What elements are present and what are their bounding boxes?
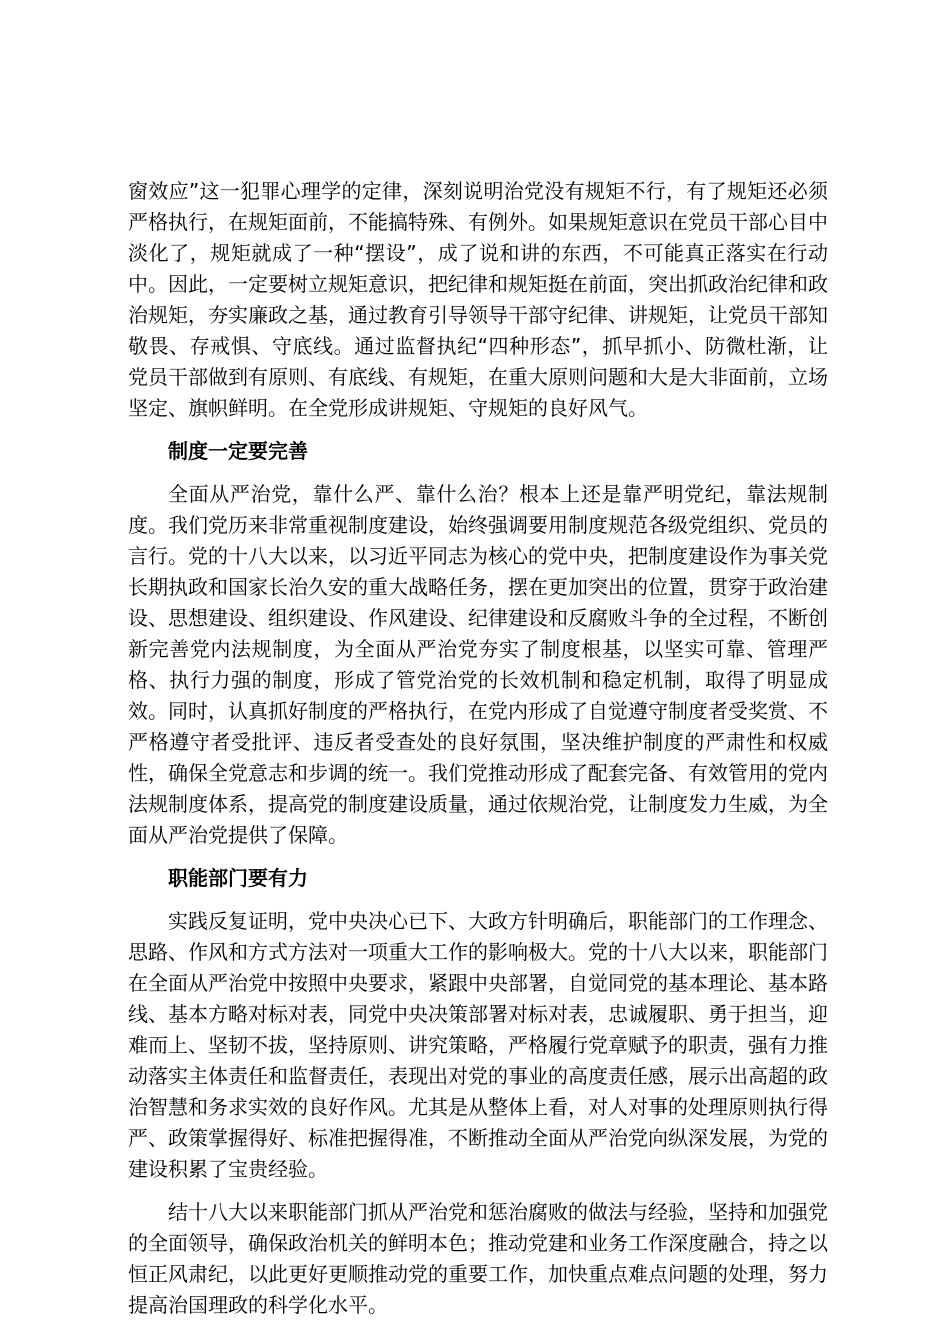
section-heading-departments: 职能部门要有力 [168,866,308,890]
paragraph-summary: 结十八大以来职能部门抓从严治党和惩治腐败的做法与经验，坚持和加强党的全面领导，确保政治机关的鲜明本色；推动党建和业务工作深度融合，持之以恒正风肃纪，以此更好更顺推动党的重要工作，加快重点难点问题的处理，努力提高治国理政的科学化水平。 [128,1200,828,1317]
paragraph-departments: 实践反复证明，党中央决心已下、大政方针明确后，职能部门的工作理念、思路、作风和方式方法对一项重大工作的影响极大。党的十八大以来，职能部门在全面从严治党中按照中央要求，紧跟中央部署，自觉同党的基本理论、基本路线、基本方略对标对表，同党中央决策部署对标对表，忠诚履职、勇于担当，迎难而上、坚韧不拔，坚持原则、讲究策略，严格履行党章赋予的职责，强有力推动落实主体责任和监督责任，表现出对党的事业的高度责任感，展示出高超的政治智慧和务求实效的良好作风。尤其是从整体上看，对人对事的处理原则执行得严、政策掌握得好、标准把握得准，不断推动全面从严治党向纵深发展，为党的建设积累了宝贵经验。 [128,909,828,1181]
paragraph-continuation: 窗效应”这一犯罪心理学的定律，深刻说明治党没有规矩不行，有了规矩还必须严格执行，在规矩面前，不能搞特殊、有例外。如果规矩意识在党员干部心目中淡化了，规矩就成了一种“摆设”，成了说和讲的东西，不可能真正落实在行动中。因此，一定要树立规矩意识，把纪律和规矩挺在前面，突出抓政治纪律和政治规矩，夯实廉政之基，通过教育引导领导干部守纪律、讲规矩，让党员干部知敬畏、存戒惧、守底线。通过监督执纪“四种形态”，抓早抓小、防微杜渐，让党员干部做到有原则、有底线、有规矩，在重大原则问题和大是大非面前，立场坚定、旗帜鲜明。在全党形成讲规矩、守规矩的良好风气。 [128,179,828,420]
document-body [128,176,828,1321]
paragraph-institution: 全面从严治党，靠什么严、靠什么治？根本上还是靠严明党纪，靠法规制度。我们党历来非常重视制度建设，始终强调要用制度规范各级党组织、党员的言行。党的十八大以来，以习近平同志为核心的党中央，把制度建设作为事关党长期执政和国家长治久安的重大战略任务，摆在更加突出的位置，贯穿于政治建设、思想建设、组织建设、作风建设、纪律建设和反腐败斗争的全过程，不断创新完善党内法规制度，为全面从严治党夯实了制度根基，以坚实可靠、管理严格、执行力强的制度，形成了管党治党的长效机制和稳定机制，取得了明显成效。同时，认真抓好制度的严格执行，在党内形成了自觉遵守制度者受奖赏、不严格遵守者受批评、违反者受查处的良好氛围，坚决维护制度的严肃性和权威性，确保全党意志和步调的统一。我们党推动形成了配套完备、有效管用的党内法规制度体系，提高党的制度建设质量，通过依规治党，让制度发力生威，为全面从严治党提供了保障。 [128,482,828,847]
section-heading-institution: 制度一定要完善 [168,439,308,463]
